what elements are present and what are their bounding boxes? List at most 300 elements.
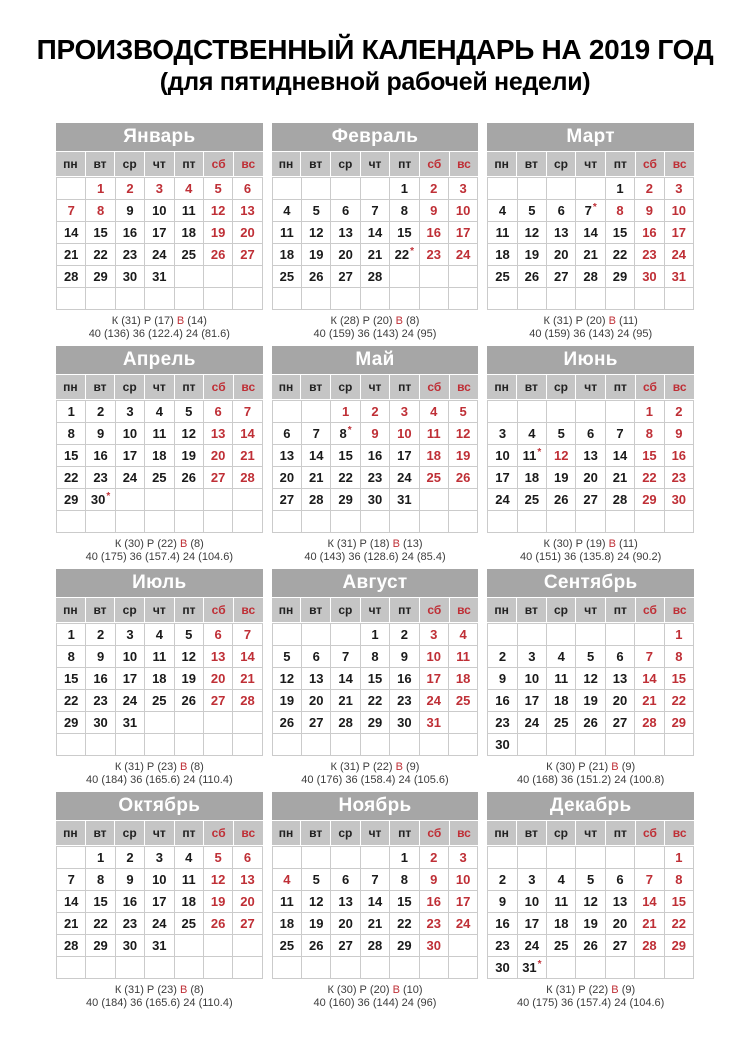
- day-cell: [175, 489, 203, 510]
- day-cell: [145, 957, 173, 978]
- weekday-cell: пт: [606, 152, 635, 176]
- day-number: 3: [430, 627, 438, 642]
- weekday-cell: вт: [517, 375, 546, 399]
- day-cell: [576, 200, 604, 221]
- day-cell: [547, 266, 575, 287]
- day-number: 13: [612, 894, 628, 909]
- weekday-cell: сб: [204, 598, 233, 622]
- day-cell: [420, 712, 448, 733]
- day-cell: [635, 445, 663, 466]
- day-number: 3: [459, 850, 467, 865]
- day-cell: [547, 200, 575, 221]
- day-cell: [361, 869, 389, 890]
- day-number: 28: [642, 938, 657, 953]
- day-cell: [86, 222, 114, 243]
- day-cell: [86, 935, 114, 956]
- day-number: 28: [240, 470, 255, 485]
- stats-holiday-letter: В: [395, 761, 403, 773]
- day-number: 7: [67, 203, 75, 218]
- stats-line-1: [487, 538, 694, 551]
- shortened-day-asterisk: *: [592, 201, 597, 213]
- day-cell: [635, 646, 663, 667]
- stats-holiday-count: (13): [402, 538, 423, 550]
- day-number: 3: [155, 850, 163, 865]
- day-number: 25: [554, 938, 569, 953]
- day-cell: [273, 891, 301, 912]
- day-number: 4: [185, 850, 193, 865]
- day-number: 18: [455, 671, 471, 686]
- day-number: 31: [522, 960, 537, 975]
- month-card: [272, 792, 479, 1010]
- day-cell: [390, 423, 418, 444]
- day-number: 23: [426, 247, 441, 262]
- stats-holiday-count: (8): [406, 315, 420, 327]
- day-cell: [606, 200, 634, 221]
- day-cell: [273, 423, 301, 444]
- day-cell: [390, 646, 418, 667]
- day-cell: [175, 712, 203, 733]
- stats-holiday-count: (9): [406, 761, 420, 773]
- day-cell: [116, 847, 144, 868]
- day-cell: [665, 200, 693, 221]
- stats-holiday-count: (10): [402, 984, 423, 996]
- day-number: 17: [455, 894, 471, 909]
- day-cell: [576, 957, 604, 978]
- day-cell: [233, 712, 261, 733]
- day-cell: [361, 957, 389, 978]
- day-cell: [361, 401, 389, 422]
- day-number: 21: [583, 247, 598, 262]
- day-number: 18: [426, 448, 441, 463]
- day-number: 31: [671, 269, 687, 284]
- weekday-cell: чт: [361, 821, 390, 845]
- day-number: 16: [426, 225, 441, 240]
- day-number: 11: [426, 426, 441, 441]
- day-cell: [547, 891, 575, 912]
- day-cell: [606, 467, 634, 488]
- day-number: 28: [308, 492, 324, 507]
- stats-calendar-workdays: К (31) Р (22): [330, 761, 393, 773]
- day-cell: [635, 690, 663, 711]
- day-cell: [204, 869, 232, 890]
- day-cell: [145, 489, 173, 510]
- day-number: 5: [459, 404, 467, 419]
- day-cell: [331, 423, 359, 444]
- weekday-row: [56, 375, 263, 399]
- day-cell: [449, 178, 477, 199]
- day-cell: [420, 847, 448, 868]
- day-cell: [86, 891, 114, 912]
- day-number: 29: [338, 492, 353, 507]
- month-card: [487, 792, 694, 1010]
- day-number: 19: [524, 247, 540, 262]
- day-cell: [606, 445, 634, 466]
- day-cell: [86, 913, 114, 934]
- day-cell: [331, 401, 359, 422]
- day-cell: [233, 178, 261, 199]
- day-cell: [547, 467, 575, 488]
- day-number: 16: [495, 693, 510, 708]
- day-cell: [145, 646, 173, 667]
- day-cell: [518, 244, 546, 265]
- stats-holiday-count: (9): [621, 984, 636, 996]
- weekday-cell: ср: [547, 598, 576, 622]
- day-cell: [233, 957, 261, 978]
- day-cell: [547, 244, 575, 265]
- day-number: 10: [122, 649, 138, 664]
- weekday-cell: пт: [390, 598, 419, 622]
- weekday-cell: пт: [175, 821, 204, 845]
- day-cell: [273, 913, 301, 934]
- day-number: 30: [642, 269, 657, 284]
- day-cell: [145, 690, 173, 711]
- day-cell: [390, 891, 418, 912]
- month-stats: [487, 538, 694, 564]
- day-cell: [86, 266, 114, 287]
- day-cell: [488, 178, 516, 199]
- weekday-cell: пн: [56, 598, 85, 622]
- day-cell: [273, 668, 301, 689]
- day-number: 3: [675, 181, 683, 196]
- day-number: 19: [181, 671, 196, 686]
- stats-calendar-workdays: К (30) Р (22): [114, 538, 177, 550]
- day-number: 13: [240, 872, 255, 887]
- month-stats: [56, 761, 263, 787]
- day-number: 27: [338, 938, 353, 953]
- day-cell: [488, 624, 516, 645]
- stats-line-1: [487, 984, 694, 997]
- day-number: 11: [279, 894, 294, 909]
- month-title: Октябрь: [56, 792, 263, 820]
- day-number: 11: [181, 203, 196, 218]
- day-number: 15: [93, 894, 108, 909]
- day-cell: [331, 869, 359, 890]
- day-number: 21: [308, 470, 324, 485]
- weekday-cell: сб: [636, 152, 665, 176]
- day-cell: [547, 624, 575, 645]
- weekday-cell: пн: [56, 152, 85, 176]
- day-number: 4: [155, 627, 163, 642]
- day-cell: [576, 511, 604, 532]
- day-cell: [390, 200, 418, 221]
- day-number: 6: [587, 426, 595, 441]
- day-number: 30: [122, 938, 138, 953]
- day-cell: [145, 668, 173, 689]
- weekday-row: [272, 598, 479, 622]
- day-cell: [331, 467, 359, 488]
- day-number: 4: [430, 404, 438, 419]
- day-cell: [233, 935, 261, 956]
- day-number: 26: [210, 247, 226, 262]
- day-cell: [204, 935, 232, 956]
- day-cell: [175, 244, 203, 265]
- month-card: [272, 123, 479, 341]
- day-cell: [576, 423, 604, 444]
- day-cell: [175, 401, 203, 422]
- day-cell: [606, 266, 634, 287]
- day-cell: [86, 467, 114, 488]
- day-cell: [204, 200, 232, 221]
- day-cell: [518, 467, 546, 488]
- stats-holiday-count: (8): [190, 538, 204, 550]
- day-cell: [449, 891, 477, 912]
- day-cell: [547, 288, 575, 309]
- day-cell: [331, 891, 359, 912]
- day-number: 24: [495, 492, 510, 507]
- stats-holiday-count: (11): [619, 538, 638, 550]
- day-cell: [116, 734, 144, 755]
- day-cell: [518, 869, 546, 890]
- stats-calendar-workdays: К (28) Р (20): [330, 315, 393, 327]
- day-cell: [361, 244, 389, 265]
- day-cell: [86, 178, 114, 199]
- day-cell: [361, 200, 389, 221]
- weekday-cell: вт: [301, 375, 330, 399]
- weekday-cell: чт: [145, 152, 174, 176]
- shortened-day-asterisk: *: [410, 245, 415, 257]
- day-number: 14: [240, 649, 255, 664]
- day-cell: [204, 401, 232, 422]
- day-number: 10: [495, 448, 510, 463]
- day-cell: [57, 734, 85, 755]
- day-cell: [233, 891, 261, 912]
- stats-line-2: 40 (136) 36 (122.4) 24 (81.6): [88, 328, 230, 340]
- day-number: 16: [367, 448, 383, 463]
- day-cell: [488, 511, 516, 532]
- day-grid: [272, 846, 479, 979]
- stats-holiday-count: (8): [190, 761, 204, 773]
- weekday-cell: вт: [517, 821, 546, 845]
- weekday-cell: ср: [331, 152, 360, 176]
- day-number: 31: [122, 715, 138, 730]
- day-number: 26: [554, 492, 569, 507]
- day-cell: [665, 222, 693, 243]
- day-cell: [302, 624, 330, 645]
- month-stats: [56, 538, 263, 564]
- shortened-day-asterisk: *: [537, 446, 542, 458]
- day-number: 30: [397, 715, 412, 730]
- day-cell: [57, 957, 85, 978]
- day-cell: [204, 712, 232, 733]
- day-cell: [361, 913, 389, 934]
- day-cell: [390, 467, 418, 488]
- day-number: 18: [279, 247, 295, 262]
- day-number: 6: [341, 203, 350, 218]
- day-cell: [635, 869, 663, 890]
- day-cell: [302, 445, 330, 466]
- day-cell: [547, 646, 575, 667]
- day-cell: [145, 178, 173, 199]
- day-cell: [57, 266, 85, 287]
- day-number: 14: [240, 426, 255, 441]
- day-cell: [606, 222, 634, 243]
- day-cell: [606, 668, 634, 689]
- day-cell: [390, 668, 418, 689]
- day-cell: [449, 847, 477, 868]
- weekday-cell: чт: [145, 598, 174, 622]
- day-number: 1: [645, 404, 654, 419]
- day-number: 22: [397, 916, 412, 931]
- day-cell: [449, 734, 477, 755]
- day-number: 22: [63, 470, 79, 485]
- day-number: 1: [400, 181, 408, 196]
- day-cell: [86, 869, 114, 890]
- day-cell: [273, 734, 301, 755]
- day-cell: [273, 200, 301, 221]
- day-cell: [86, 511, 114, 532]
- day-cell: [420, 222, 448, 243]
- day-cell: [273, 222, 301, 243]
- stats-line-2: 40 (151) 36 (135.8) 24 (90.2): [520, 551, 662, 563]
- day-number: 12: [279, 671, 295, 686]
- day-number: 10: [524, 894, 540, 909]
- day-cell: [576, 646, 604, 667]
- day-cell: [175, 511, 203, 532]
- day-grid: [487, 400, 694, 533]
- day-number: 28: [338, 715, 353, 730]
- stats-calendar-workdays: К (31) Р (23): [114, 761, 177, 773]
- day-cell: [273, 869, 301, 890]
- day-cell: [390, 624, 418, 645]
- day-cell: [665, 847, 693, 868]
- day-number: 11: [456, 649, 470, 664]
- day-number: 29: [93, 938, 108, 953]
- day-cell: [488, 423, 516, 444]
- day-number: 8: [96, 203, 105, 218]
- day-number: 16: [93, 671, 108, 686]
- month-card: [272, 346, 479, 564]
- day-cell: [175, 266, 203, 287]
- day-cell: [576, 489, 604, 510]
- day-cell: [635, 489, 663, 510]
- weekday-row: [272, 152, 479, 176]
- day-cell: [331, 734, 359, 755]
- day-cell: [576, 178, 604, 199]
- day-cell: [302, 646, 330, 667]
- weekday-cell: ср: [115, 152, 144, 176]
- day-cell: [361, 624, 389, 645]
- stats-holiday-letter: В: [179, 761, 188, 773]
- day-number: 17: [426, 671, 441, 686]
- month-title: Апрель: [56, 346, 263, 374]
- day-number: 26: [583, 938, 598, 953]
- stats-line-1: [487, 315, 694, 328]
- day-cell: [233, 646, 261, 667]
- day-number: 13: [554, 225, 569, 240]
- day-cell: [635, 200, 663, 221]
- day-number: 24: [152, 247, 167, 262]
- day-cell: [606, 178, 634, 199]
- stats-line-2: 40 (143) 36 (128.6) 24 (85.4): [304, 551, 446, 563]
- day-number: 1: [616, 181, 624, 196]
- day-cell: [233, 266, 261, 287]
- stats-line-2: 40 (159) 36 (143) 24 (95): [313, 328, 437, 340]
- weekday-cell: ср: [547, 821, 576, 845]
- day-number: 28: [612, 492, 628, 507]
- day-number: 9: [498, 894, 507, 909]
- day-cell: [57, 423, 85, 444]
- stats-holiday-letter: В: [392, 984, 400, 996]
- day-cell: [449, 244, 477, 265]
- day-cell: [488, 734, 516, 755]
- day-number: 9: [498, 671, 507, 686]
- day-number: 27: [240, 247, 255, 262]
- day-cell: [116, 913, 144, 934]
- month-stats: [487, 761, 694, 787]
- weekday-cell: пт: [606, 821, 635, 845]
- day-cell: [576, 624, 604, 645]
- day-cell: [635, 935, 663, 956]
- day-number: 2: [96, 627, 105, 642]
- day-cell: [518, 200, 546, 221]
- weekday-cell: вс: [234, 821, 263, 845]
- day-number: 25: [181, 247, 196, 262]
- weekday-cell: вс: [665, 821, 694, 845]
- day-cell: [302, 734, 330, 755]
- weekday-cell: пт: [606, 375, 635, 399]
- day-cell: [273, 401, 301, 422]
- day-cell: [420, 489, 448, 510]
- day-number: 27: [612, 715, 628, 730]
- day-number: 23: [367, 470, 383, 485]
- day-cell: [547, 847, 575, 868]
- weekday-cell: пн: [272, 152, 301, 176]
- day-number: 2: [430, 850, 438, 865]
- day-number: 6: [616, 649, 624, 664]
- month-stats: [272, 761, 479, 787]
- day-number: 3: [528, 649, 536, 664]
- day-cell: [576, 445, 604, 466]
- day-number: 12: [181, 649, 196, 664]
- day-cell: [116, 200, 144, 221]
- stats-calendar-workdays: К (31) Р (23): [114, 984, 177, 996]
- day-number: 4: [283, 203, 291, 218]
- day-grid: [487, 623, 694, 756]
- day-number: 26: [210, 916, 226, 931]
- day-cell: [233, 445, 261, 466]
- day-cell: [361, 668, 389, 689]
- day-number: 24: [122, 693, 138, 708]
- day-number: 31: [152, 269, 167, 284]
- day-number: 27: [308, 715, 324, 730]
- day-cell: [116, 511, 144, 532]
- day-cell: [518, 288, 546, 309]
- day-number: 18: [554, 916, 569, 931]
- day-cell: [204, 734, 232, 755]
- day-number: 7: [243, 627, 252, 642]
- day-cell: [116, 401, 144, 422]
- day-cell: [576, 668, 604, 689]
- day-cell: [145, 222, 173, 243]
- day-cell: [547, 445, 575, 466]
- day-number: 8: [645, 426, 654, 441]
- day-cell: [635, 668, 663, 689]
- day-number: 9: [96, 426, 105, 441]
- day-cell: [57, 646, 85, 667]
- weekday-cell: сб: [420, 821, 449, 845]
- day-cell: [518, 957, 546, 978]
- day-cell: [449, 935, 477, 956]
- day-cell: [488, 891, 516, 912]
- weekday-cell: пн: [487, 821, 516, 845]
- stats-line-1: [272, 984, 479, 997]
- day-cell: [233, 624, 261, 645]
- day-number: 8: [616, 203, 624, 218]
- month-title: Февраль: [272, 123, 479, 151]
- day-number: 13: [583, 448, 598, 463]
- day-number: 12: [181, 426, 196, 441]
- day-number: 21: [240, 448, 255, 463]
